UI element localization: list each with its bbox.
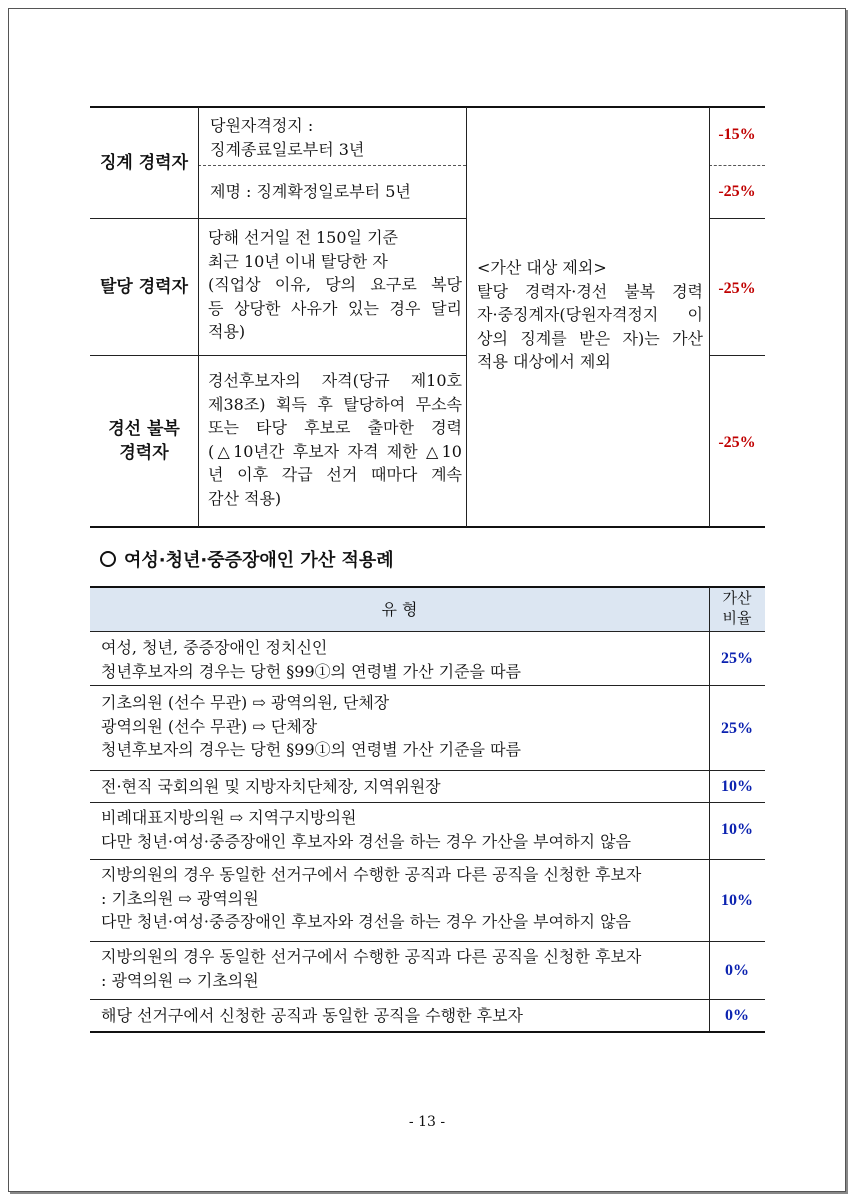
rate-expulsion: -25% <box>718 183 756 200</box>
section-heading <box>100 547 394 575</box>
row-line: : 기초의원 ⇨ 광역의원 <box>101 888 259 908</box>
rate-value: 10% <box>721 778 753 795</box>
rate-value: 0% <box>725 1007 749 1024</box>
row-line: 비례대표지방의원 ⇨ 지역구지방의원 <box>101 808 357 827</box>
note-heading: <가산 대상 제외> <box>477 258 607 277</box>
condition-suspension <box>210 114 460 161</box>
condition-primary-defiance <box>208 369 462 510</box>
header-rate-line: 비율 <box>722 609 752 627</box>
row-line: 여성, 청년, 중증장애인 정치신인 <box>101 638 328 657</box>
page-number: - 13 - <box>408 1114 446 1130</box>
category-label: 탈당 경력자 <box>99 277 189 297</box>
condition-line: 감산 적용) <box>208 488 282 508</box>
category-party-withdrawal <box>90 219 198 355</box>
condition-line: 또는 타당 후보로 출마한 경력 <box>208 418 462 437</box>
row-line: 청년후보자의 경우는 당헌 §99①의 연령별 가산 기준을 따름 <box>101 661 521 681</box>
row-line: 지방의원의 경우 동일한 선거구에서 수행한 공직과 다른 공직을 신청한 후보자 <box>101 865 642 884</box>
rate-value: 25% <box>721 650 753 667</box>
rate-suspension: -15% <box>718 126 756 143</box>
note-line: 자·중징계자(당원자격정지 이 <box>477 305 703 324</box>
condition-expulsion <box>210 180 460 204</box>
condition-line: 제38조) 획득 후 탈당하여 무소속 <box>208 394 462 414</box>
table-row <box>101 1004 523 1028</box>
table-row <box>101 775 441 799</box>
category-disciplinary <box>90 107 198 218</box>
condition-line: (△10년간 후보자 자격 제한 △10 <box>208 441 462 461</box>
condition-line: 제명 : 징계확정일로부터 5년 <box>210 182 411 201</box>
table-row <box>101 945 641 992</box>
exclusion-note <box>477 256 703 374</box>
rate-primary-defiance: -25% <box>718 434 756 451</box>
condition-line: 최근 10년 이내 탈당한 자 <box>208 251 388 271</box>
condition-line: 년 이후 각급 선거 때마다 계속 <box>208 465 462 484</box>
column-header-type: 유 형 <box>381 600 418 619</box>
condition-line: 등 상당한 사유가 있는 경우 달리 <box>208 298 462 318</box>
circle-bullet-icon <box>100 551 116 567</box>
row-line: 다만 청년·여성·중증장애인 후보자와 경선을 하는 경우 가산을 부여하지 않음 <box>101 912 631 931</box>
row-line: 전·현직 국회의원 및 지방자치단체장, 지역위원장 <box>101 777 441 796</box>
category-label: 경선 불복 <box>108 419 180 439</box>
table-row <box>101 691 521 762</box>
row-line: 해당 선거구에서 신청한 공직과 동일한 공직을 수행한 후보자 <box>101 1006 524 1025</box>
condition-line: 징계종료일로부터 3년 <box>210 139 365 159</box>
category-label: 경력자 <box>119 443 169 463</box>
note-line: 탈당 경력자·경선 불복 경력 <box>477 281 703 301</box>
condition-line: 당원자격정지 : <box>210 116 314 135</box>
row-line: 다만 청년·여성·중증장애인 후보자와 경선을 하는 경우 가산을 부여하지 않음 <box>101 831 631 851</box>
row-line: 기초의원 (선수 무관) ⇨ 광역의원, 단체장 <box>101 693 390 712</box>
rate-value: 10% <box>721 892 753 909</box>
section-title-text: 여성·청년·중증장애인 가산 적용례 <box>124 550 394 571</box>
row-line: : 광역의원 ⇨ 기초의원 <box>101 970 259 990</box>
rate-value: 0% <box>725 962 749 979</box>
category-label: 징계 경력자 <box>99 152 189 173</box>
column-header-rate <box>709 588 765 628</box>
condition-line: (직업상 이유, 당의 요구로 복당 <box>208 275 462 294</box>
row-line: 지방의원의 경우 동일한 선거구에서 수행한 공직과 다른 공직을 신청한 후보자 <box>101 947 642 966</box>
table-row <box>101 806 631 853</box>
table-row <box>101 863 641 934</box>
note-line: 적용 대상에서 제외 <box>477 352 611 371</box>
condition-line: 경선후보자의 자격(당규 제10호 <box>208 371 462 390</box>
header-rate-line: 가산 <box>722 589 752 607</box>
rate-value: 25% <box>721 720 753 737</box>
condition-line: 당해 선거일 전 150일 기준 <box>208 228 398 247</box>
rate-value: 10% <box>721 821 753 838</box>
rate-withdrawal: -25% <box>718 280 756 297</box>
condition-withdrawal <box>208 226 462 344</box>
note-line: 상의 징계를 받은 자)는 가산 <box>477 328 703 348</box>
category-primary-defiance <box>90 356 198 526</box>
table-row <box>101 636 521 683</box>
condition-line: 적용) <box>208 322 246 341</box>
row-line: 광역의원 (선수 무관) ⇨ 단체장 <box>101 716 318 736</box>
row-line: 청년후보자의 경우는 당헌 §99①의 연령별 가산 기준을 따름 <box>101 740 521 759</box>
